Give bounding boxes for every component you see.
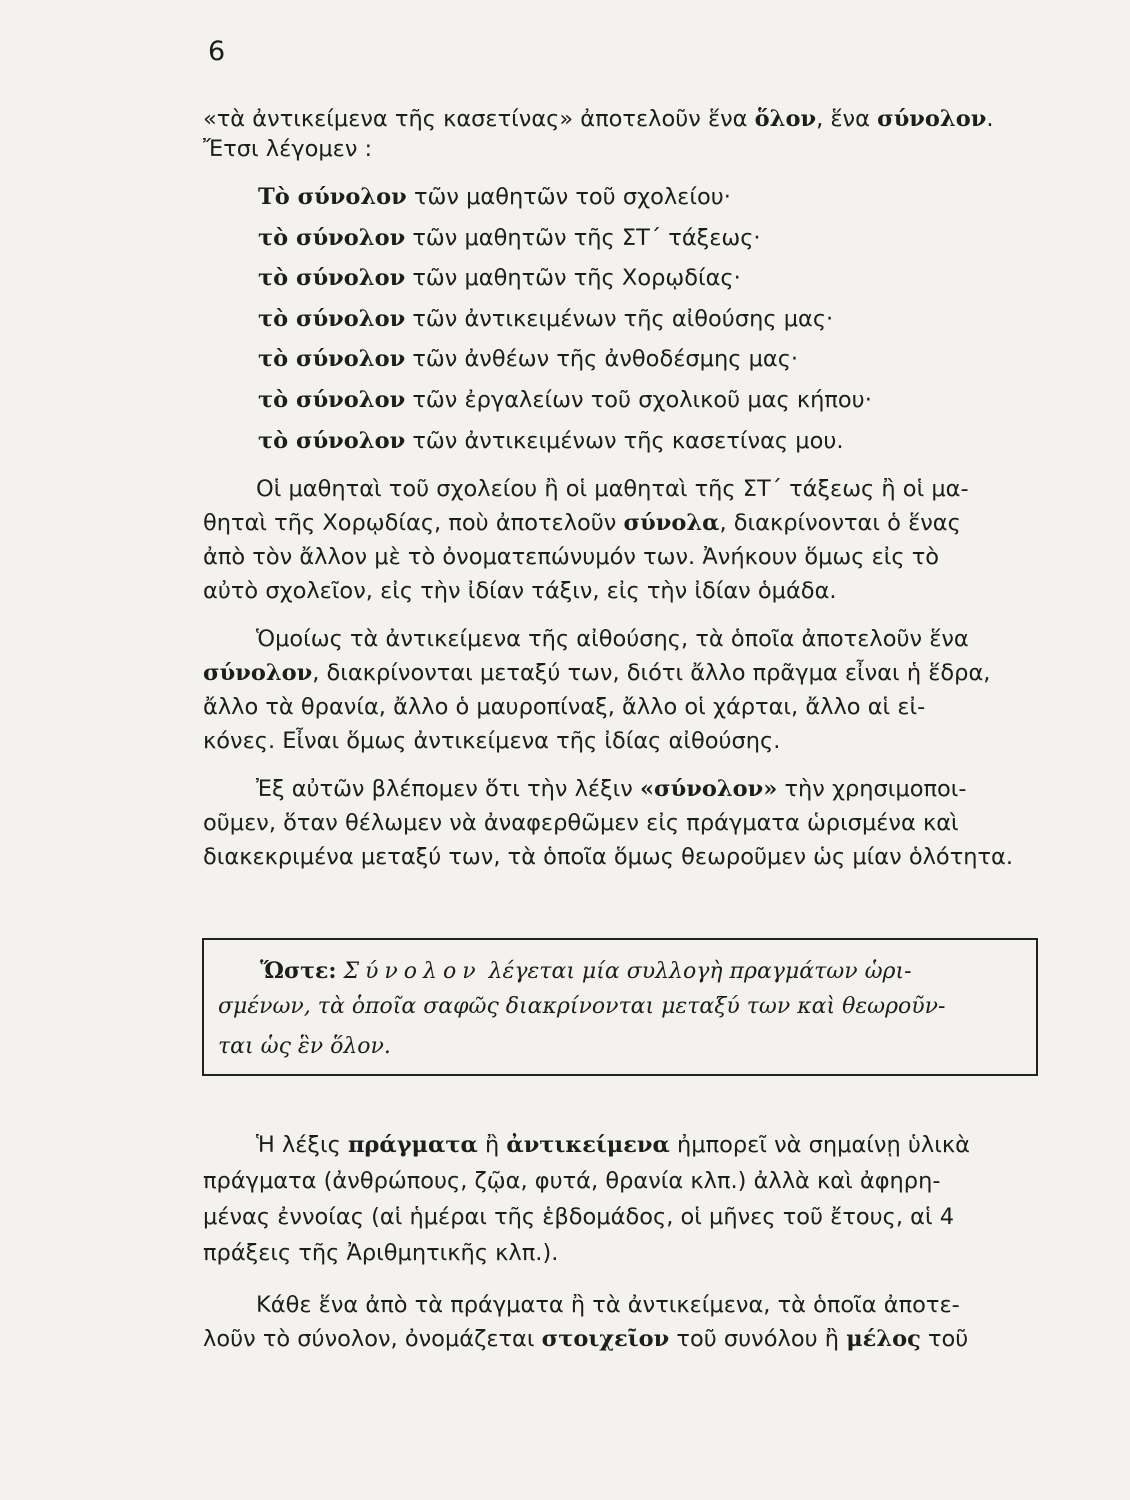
list-item: τὸ σύνολον τῶν μαθητῶν τῆς ΣΤ΄ τάξεως· bbox=[258, 225, 761, 251]
para1-line-2: θηταὶ τῆς Χορῳδίας, ποὺ ἀποτελοῦν σύνολα, διακρίνονται ὁ ἕνας bbox=[203, 510, 961, 536]
list-item: τὸ σύνολον τῶν ἐργαλείων τοῦ σχολικοῦ μας κήπου· bbox=[258, 387, 872, 413]
list-item: τὸ σύνολον τῶν μαθητῶν τῆς Χορῳδίας· bbox=[258, 265, 741, 291]
para2-line-3: ἄλλο τὰ θρανία, ἄλλο ὁ μαυροπίναξ, ἄλλο οἱ χάρται, ἄλλο αἱ εἰ- bbox=[203, 694, 926, 720]
para4-line-2: πράγματα (ἀνθρώπους, ζῷα, φυτά, θρανία κλπ.) ἀλλὰ καὶ ἀφηρη- bbox=[203, 1168, 941, 1194]
intro-line-1: «τὰ ἀντικείμενα τῆς κασετίνας» ἀποτελοῦν ἕνα ὅλον, ἕνα σύνολον. bbox=[203, 106, 994, 132]
list-item: τὸ σύνολον τῶν ἀνθέων τῆς ἀνθοδέσμης μας· bbox=[258, 346, 799, 372]
para2-line-4: κόνες. Εἶναι ὅμως ἀντικείμενα τῆς ἰδίας αἰθούσης. bbox=[203, 728, 781, 754]
para3-line-1: Ἐξ αὐτῶν βλέπομεν ὅτι τὴν λέξιν «σύνολον» τὴν χρησιμοποι- bbox=[256, 776, 967, 802]
definition-line-3: ται ὡς ἓν ὅλον. bbox=[218, 1034, 391, 1059]
para4-line-3: μένας ἐννοίας (αἱ ἡμέραι τῆς ἑβδομάδος, οἱ μῆνες τοῦ ἔτους, αἱ 4 bbox=[203, 1204, 955, 1230]
page-number: 6 bbox=[208, 36, 226, 67]
list-item: τὸ σύνολον τῶν ἀντικειμένων τῆς κασετίνας μου. bbox=[258, 428, 844, 454]
para5-line-2: λοῦν τὸ σύνολον, ὀνομάζεται στοιχεῖον τοῦ συνόλου ἢ μέλος τοῦ bbox=[203, 1326, 969, 1352]
para3-line-3: διακεκριμένα μεταξύ των, τὰ ὁποῖα ὅμως θεωροῦμεν ὡς μίαν ὁλότητα. bbox=[203, 844, 1014, 870]
para4-line-4: πράξεις τῆς Ἀριθμητικῆς κλπ.). bbox=[203, 1240, 559, 1266]
list-item: τὸ σύνολον τῶν ἀντικειμένων τῆς αἰθούσης μας· bbox=[258, 306, 834, 332]
para2-line-1: Ὁμοίως τὰ ἀντικείμενα τῆς αἰθούσης, τὰ ὁποῖα ἀποτελοῦν ἕνα bbox=[256, 626, 969, 652]
para2-line-2: σύνολον, διακρίνονται μεταξύ των, διότι ἄλλο πρᾶγμα εἶναι ἡ ἕδρα, bbox=[203, 660, 991, 686]
definition-line-2: σμένων, τὰ ὁποῖα σαφῶς διακρίνονται μεταξύ των καὶ θεωροῦν- bbox=[218, 994, 946, 1019]
para1-line-1: Οἱ μαθηταὶ τοῦ σχολείου ἢ οἱ μαθηταὶ τῆς ΣΤ΄ τάξεως ἢ οἱ μα- bbox=[256, 476, 969, 502]
definition-line-1: Ὥστε: Σύνολον λέγεται μία συλλογὴ πραγμάτων ὡρι- bbox=[260, 958, 912, 984]
para4-line-1: Ἡ λέξις πράγματα ἢ ἀντικείμενα ἠμπορεῖ νὰ σημαίνῃ ὑλικὰ bbox=[256, 1132, 970, 1158]
para5-line-1: Κάθε ἕνα ἀπὸ τὰ πράγματα ἢ τὰ ἀντικείμενα, τὰ ὁποῖα ἀποτε- bbox=[256, 1292, 960, 1318]
para1-line-3: ἀπὸ τὸν ἄλλον μὲ τὸ ὀνοματεπώνυμόν των. Ἀνήκουν ὅμως εἰς τὸ bbox=[203, 544, 940, 570]
intro-line-2: Ἔτσι λέγομεν : bbox=[203, 136, 373, 162]
list-item: Τὸ σύνολον τῶν μαθητῶν τοῦ σχολείου· bbox=[258, 184, 731, 210]
para1-line-4: αὐτὸ σχολεῖον, εἰς τὴν ἰδίαν τάξιν, εἰς τὴν ἰδίαν ὁμάδα. bbox=[203, 578, 837, 604]
para3-line-2: οῦμεν, ὅταν θέλωμεν νὰ ἀναφερθῶμεν εἰς πράγματα ὡρισμένα καὶ bbox=[203, 810, 959, 836]
